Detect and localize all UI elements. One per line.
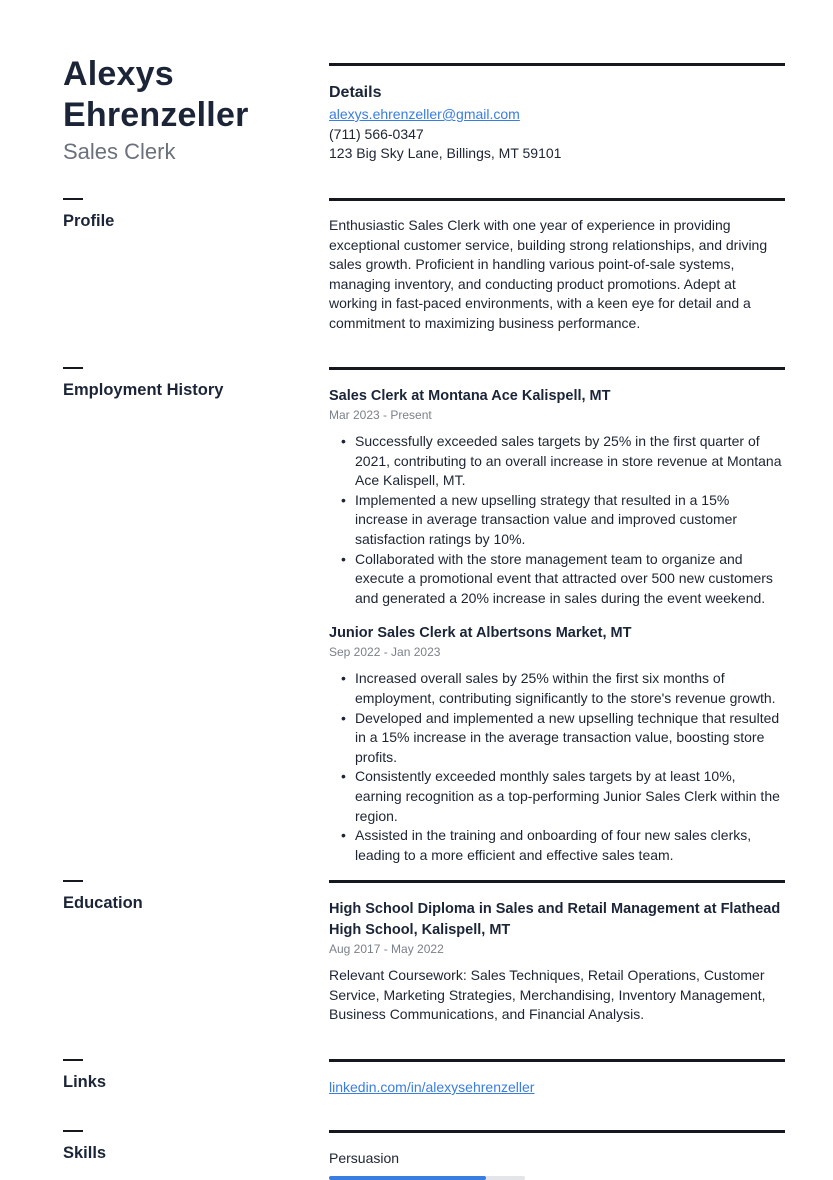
employment-heading: Employment History [63,381,224,399]
list-item: • Collaborated with the store management team to organize and execute a promotional event that attracted over 500 new customers and generated a 20% increase in sales during the event weekend. [329,550,785,609]
education-dash [63,880,83,882]
education-section [329,880,785,1025]
list-item: • Assisted in the training and onboarding of four new sales clerks, leading to a more efficient and effective sales team. [329,826,785,865]
degree-title: High School Diploma in Sales and Retail Management at Flathead High School, Kalispell, MT [329,901,781,938]
education-heading: Education [63,894,143,912]
profile-rule [329,198,785,201]
email-link[interactable]: alexys.ehrenzeller@gmail.com [329,106,520,122]
education-dates: Aug 2017 - May 2022 [329,942,444,956]
links-rule [329,1059,785,1062]
profile-text: Enthusiastic Sales Clerk with one year of experience in providing exceptional customer service, building strong relationships, and driving sales growth. Proficient in handling various point-of-sale systems, managing inventory, and conducting product promotions. Adept at working in fast-paced environments, with a keen eye for detail and a commitment to maximizing business performance. [329,217,768,331]
skills-rule [329,1130,785,1133]
skills-dash [63,1130,83,1132]
job-bullets [329,669,785,865]
list-item: • Increased overall sales by 25% within the first six months of employment, contributing significantly to the store's revenue growth. [329,669,785,708]
links-dash [63,1059,83,1061]
details-rule [329,63,785,66]
phone: (711) 566-0347 [329,125,424,142]
profile-section [329,198,785,334]
employment-dash [63,367,83,369]
skill-name: Persuasion [329,1150,400,1166]
profile-label-block [63,198,303,231]
links-heading: Links [63,1073,107,1091]
details-section [329,63,785,164]
list-item: • Developed and implemented a new upselling technique that resulted in a 15% increase in the average transaction value, boosting store profits. [329,709,785,768]
education-description: Relevant Coursework: Sales Techniques, Retail Operations, Customer Service, Marketing Strategies, Merchandising, Inventory Management, Business Communications, and Financial Analysis. [329,967,766,1023]
profile-heading: Profile [63,212,115,230]
name-first: Alexys [63,55,174,93]
skills-section [329,1130,785,1180]
skills-label-block [63,1130,303,1163]
linkedin-link[interactable]: linkedin.com/in/alexysehrenzeller [329,1079,535,1095]
skills-heading: Skills [63,1144,107,1162]
links-section [329,1059,785,1098]
employment-section [329,367,785,865]
list-item: • Implemented a new upselling strategy that resulted in a 15% increase in average transaction value and improved customer satisfaction ratings by 10%. [329,491,785,550]
job-dates: Mar 2023 - Present [329,408,432,422]
job-bullets [329,432,785,608]
education-label-block [63,880,303,913]
address: 123 Big Sky Lane, Billings, MT 59101 [329,145,562,162]
profile-dash [63,198,83,200]
links-label-block [63,1059,303,1092]
job-title: Sales Clerk [63,139,176,164]
list-item: • Successfully exceeded sales targets by 25% in the first quarter of 2021, contributing to an overall increase in store revenue at Montana Ace Kalispell, MT. [329,432,785,491]
job-dates: Sep 2022 - Jan 2023 [329,645,441,660]
job-entry [329,386,785,608]
employment-rule [329,367,785,370]
job-entry [329,623,785,865]
list-item: • Consistently exceeded monthly sales targets by at least 10%, earning recognition as a top-performing Junior Sales Clerk within the region. [329,767,785,826]
name-last: Ehrenzeller [63,96,249,134]
education-rule [329,880,785,883]
employment-label-block [63,367,303,400]
details-heading: Details [329,84,382,101]
job-title: Sales Clerk at Montana Ace Kalispell, MT [329,388,611,404]
job-title: Junior Sales Clerk at Albertsons Market, MT [329,625,632,642]
header [63,54,303,166]
